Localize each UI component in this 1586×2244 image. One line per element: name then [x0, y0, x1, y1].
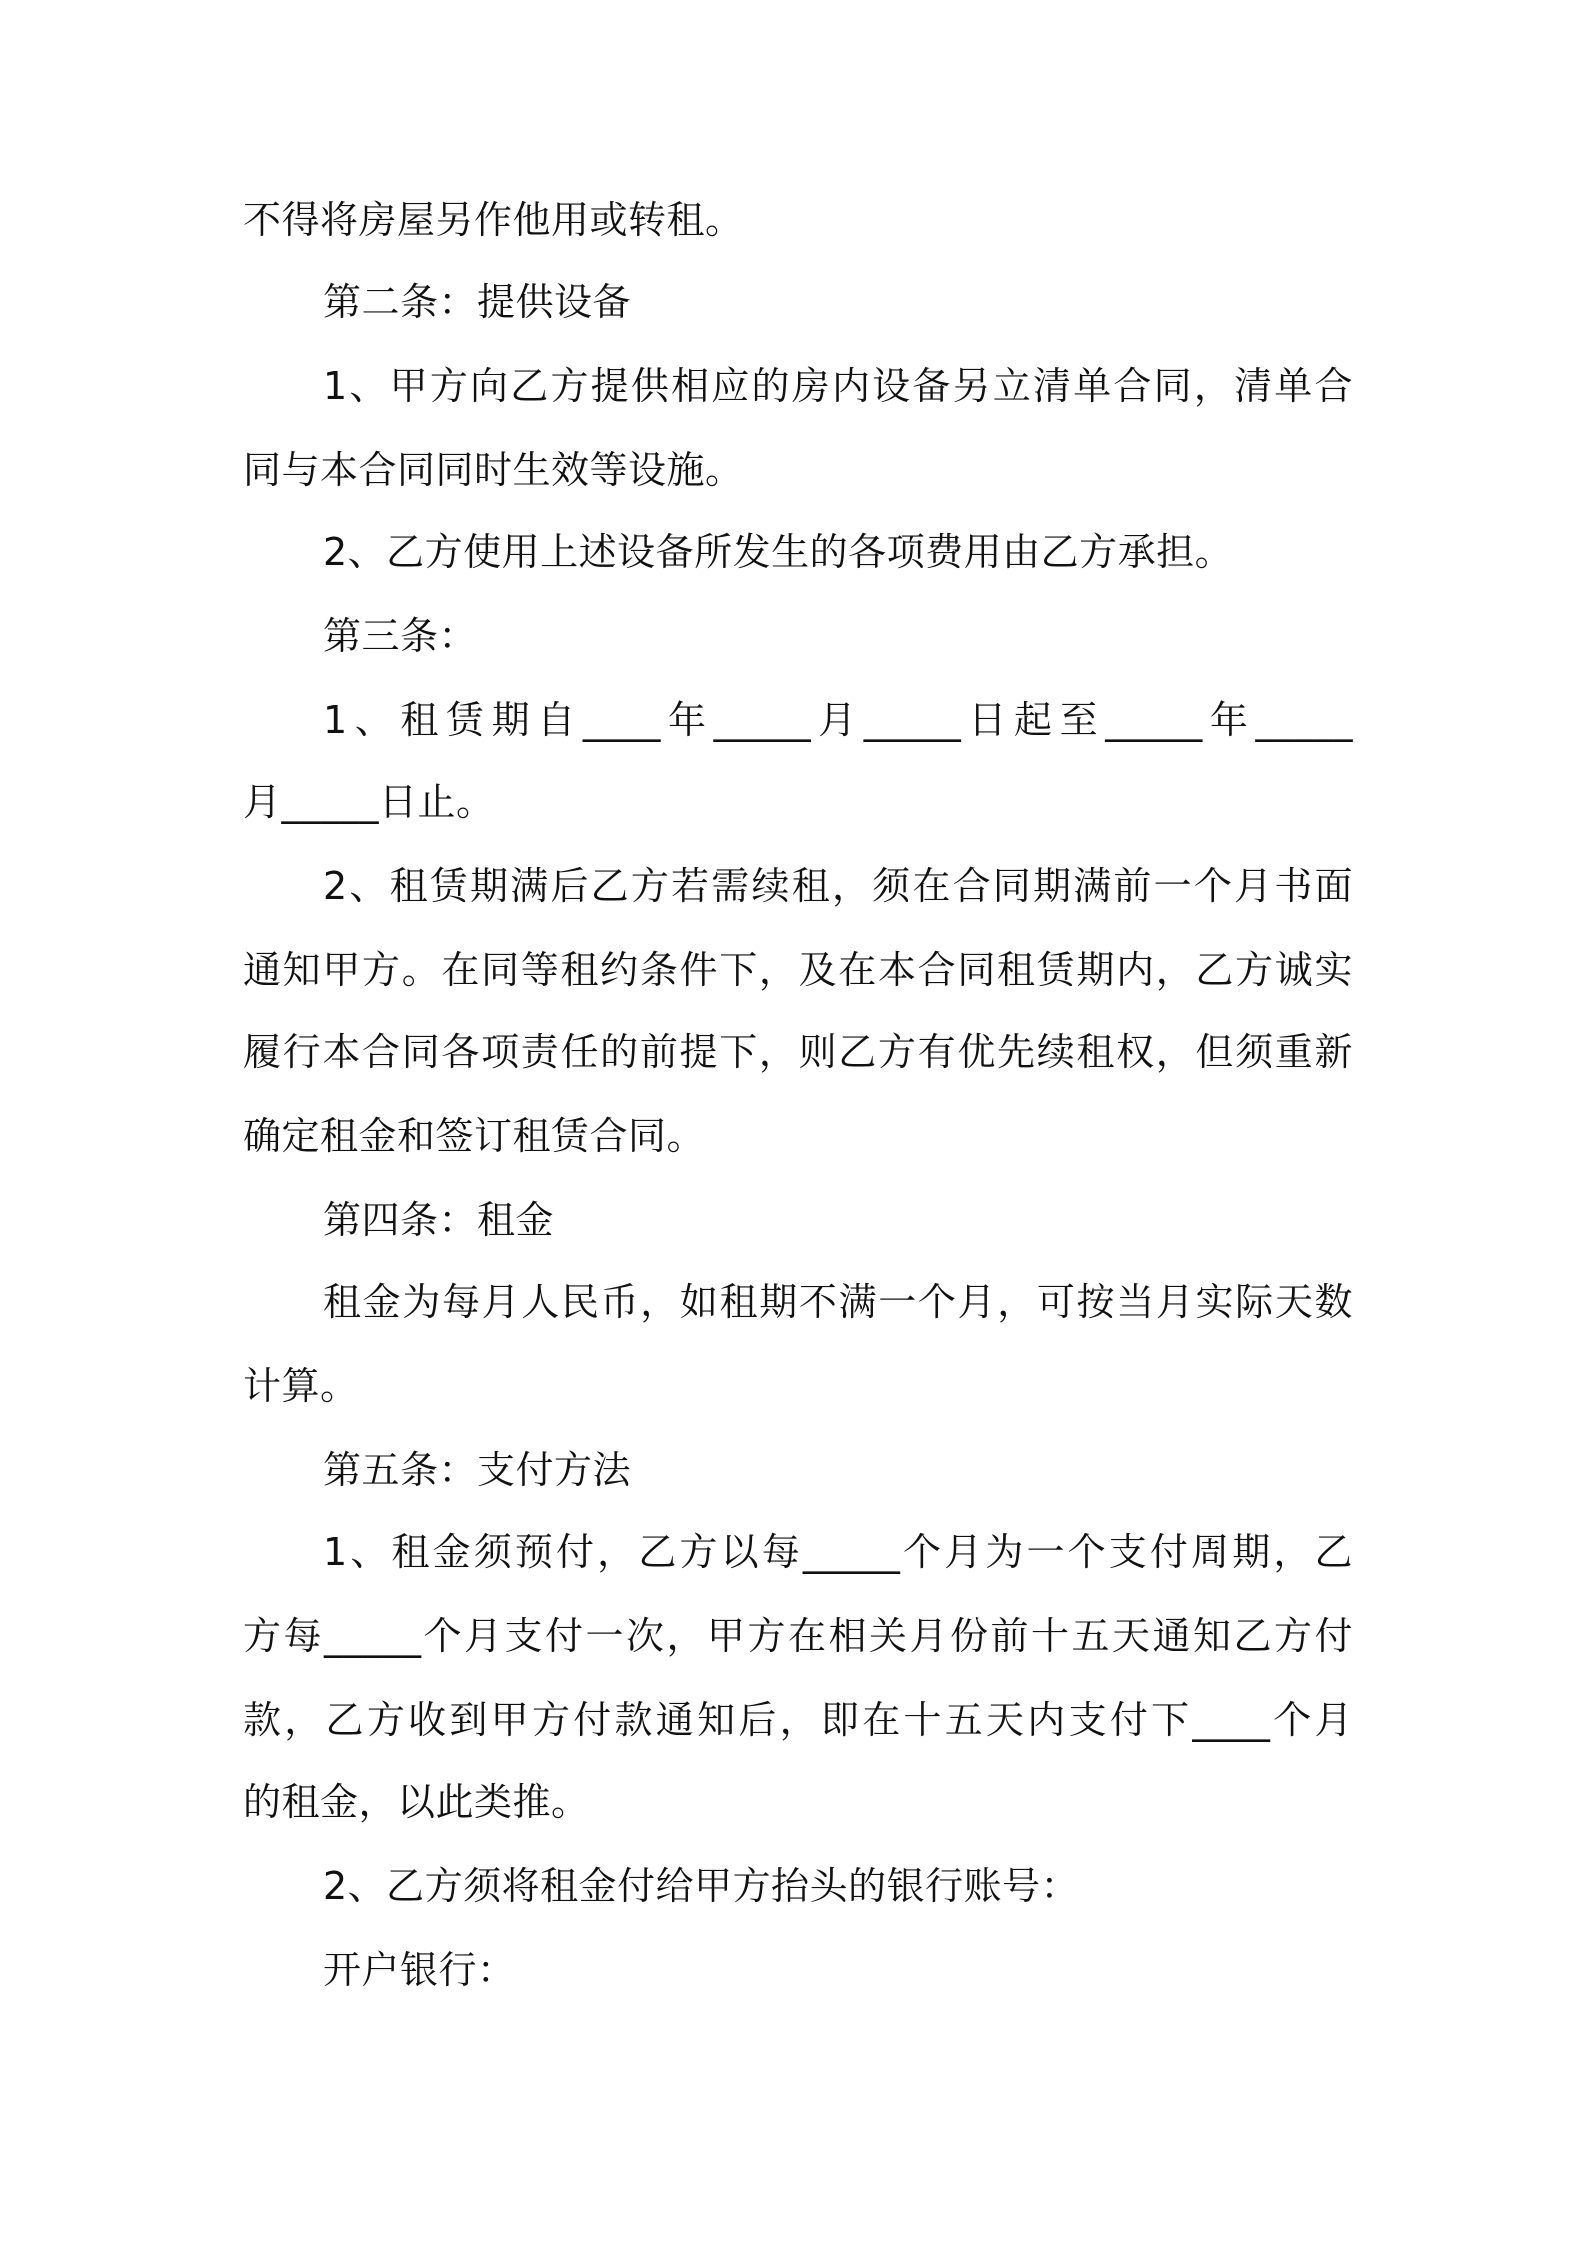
article-heading: 第四条：租金: [323, 1198, 555, 1242]
paragraph-line: 月_____日止。: [243, 780, 495, 824]
article-heading: 第五条：支付方法: [323, 1448, 632, 1492]
paragraph-line: 1、甲方向乙方提供相应的房内设备另立清单合同，清单合: [323, 364, 1353, 408]
paragraph-line: 开户银行：: [323, 1948, 516, 1992]
paragraph-line: 履行本合同各项责任的前提下，则乙方有优先续租权，但须重新: [243, 1030, 1353, 1074]
paragraph-line: 的租金，以此类推。: [243, 1780, 590, 1824]
paragraph-line: 租金为每月人民币，如租期不满一个月，可按当月实际天数: [323, 1280, 1353, 1324]
paragraph-line: 不得将房屋另作他用或转租。: [243, 198, 744, 242]
paragraph-line: 1、租赁期自____年_____月_____日起至_____年_____: [323, 698, 1353, 742]
paragraph-line: 通知甲方。在同等租约条件下，及在本合同租赁期内，乙方诚实: [243, 948, 1353, 992]
paragraph-line: 方每_____个月支付一次，甲方在相关月份前十五天通知乙方付: [243, 1614, 1353, 1658]
paragraph-line: 款，乙方收到甲方付款通知后，即在十五天内支付下____个月: [243, 1698, 1353, 1742]
article-heading: 第二条：提供设备: [323, 280, 632, 324]
paragraph-line: 2、乙方使用上述设备所发生的各项费用由乙方承担。: [323, 530, 1234, 574]
paragraph-line: 计算。: [243, 1364, 359, 1408]
paragraph-line: 确定租金和签订租赁合同。: [243, 1114, 706, 1158]
paragraph-line: 1、租金须预付，乙方以每_____个月为一个支付周期，乙: [323, 1530, 1353, 1574]
paragraph-line: 2、租赁期满后乙方若需续租，须在合同期满前一个月书面: [323, 864, 1353, 908]
article-heading: 第三条：: [323, 614, 478, 658]
paragraph-line: 同与本合同同时生效等设施。: [243, 448, 744, 492]
paragraph-line: 2、乙方须将租金付给甲方抬头的银行账号：: [323, 1864, 1080, 1908]
